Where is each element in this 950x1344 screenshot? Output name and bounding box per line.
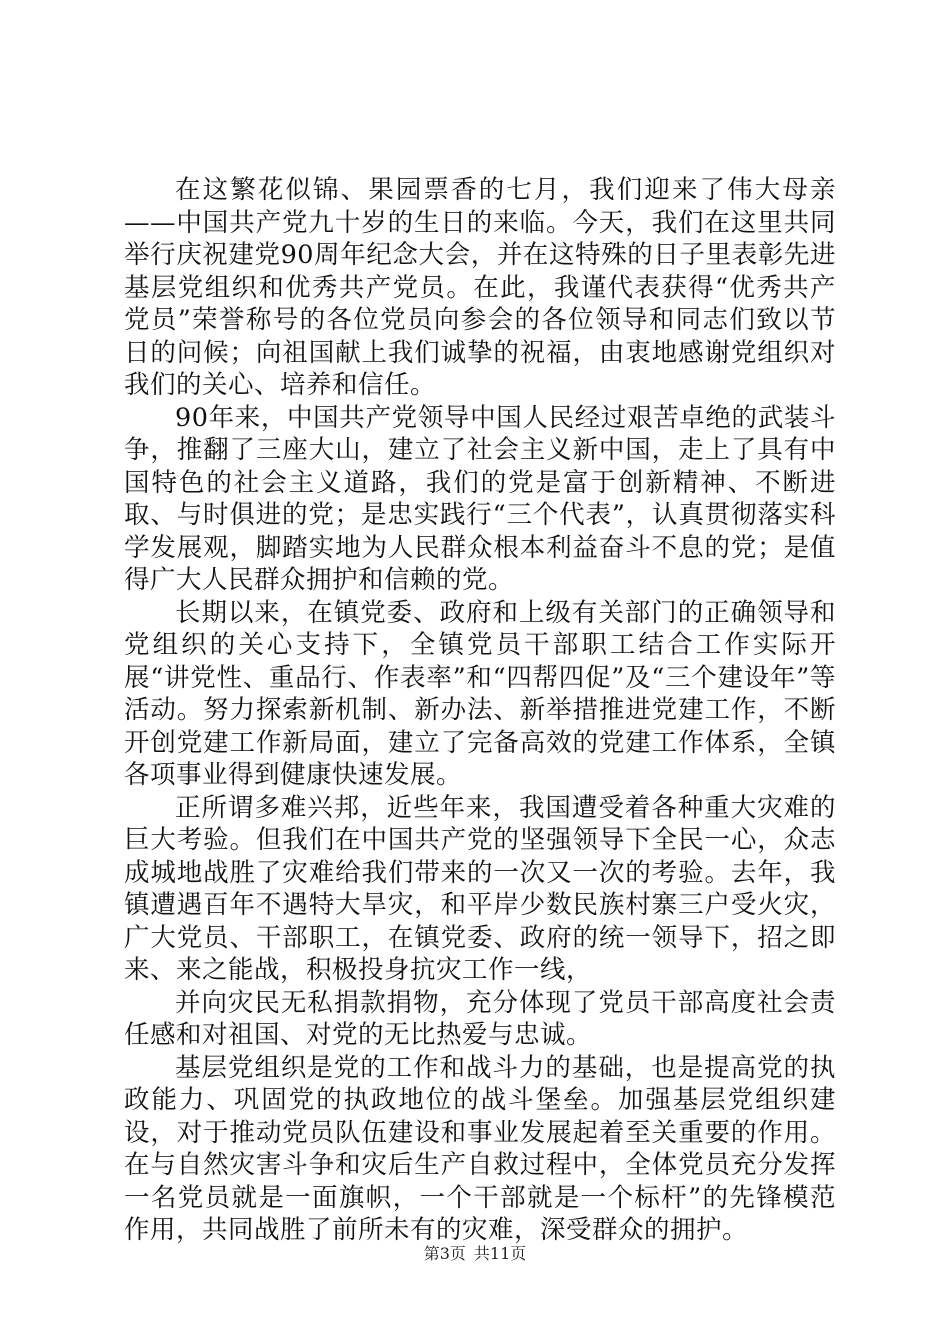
paragraph: 正所谓多难兴邦，近些年来，我国遭受着各种重大灾难的巨大考验。但我们在中国共产党的坚强领导下全民一心，众志成城地战胜了灾难给我们带来的一次又一次的考验。去年，我镇遭遇百年不遇特大旱灾，和平岸少数民族村寨三户受火灾，广大党员、干部职工，在镇党委、政府的统一领导下，招之即来、来之能战，积极投身抗灾工作一线，: [124, 792, 836, 985]
paragraph: 并向灾民无私捐款捐物，充分体现了党员干部高度社会责任感和对祖国、对党的无比热爱与忠诚。: [124, 987, 836, 1050]
page-number: 第3页: [423, 1244, 466, 1263]
paragraph: 在这繁花似锦、果园票香的七月，我们迎来了伟大母亲——中国共产党九十岁的生日的来临。今天，我们在这里共同举行庆祝建党90周年纪念大会，并在这特殊的日子里表彰先进基层党组织和优秀共产党员。在此，我谨代表获得“优秀共产党员”荣誉称号的各位党员向参会的各位领导和同志们致以节日的问候；向祖国献上我们诚挚的祝福，由衷地感谢党组织对我们的关心、培养和信任。: [124, 175, 836, 400]
document-body: [124, 174, 836, 1247]
paragraph: 长期以来，在镇党委、政府和上级有关部门的正确领导和党组织的关心支持下，全镇党员干部职工结合工作实际开展“讲党性、重品行、作表率”和“四帮四促”及“三个建设年”等活动。努力探索新机制、新办法、新举措推进党建工作，不断开创党建工作新局面，建立了完备高效的党建工作体系，全镇各项事业得到健康快速发展。: [124, 597, 836, 790]
total-pages: 共11页: [473, 1244, 527, 1263]
paragraph: 基层党组织是党的工作和战斗力的基础，也是提高党的执政能力、巩固党的执政地位的战斗堡垒。加强基层党组织建设，对于推动党员队伍建设和事业发展起着至关重要的作用。在与自然灾害斗争和灾后生产自救过程中，全体党员充分发挥一名党员就是一面旗帜，一个干部就是一个标杆”的先锋模范作用，共同战胜了前所未有的灾难，深受群众的拥护。: [124, 1052, 836, 1245]
page-footer: [0, 1242, 950, 1266]
paragraph: 90年来，中国共产党领导中国人民经过艰苦卓绝的武装斗争，推翻了三座大山，建立了社会主义新中国，走上了具有中国特色的社会主义道路，我们的党是富于创新精神、不断进取、与时俱进的党；是忠实践行“三个代表”，认真贯彻落实科学发展观，脚踏实地为人民群众根本利益奋斗不息的党；是值得广大人民群众拥护和信赖的党。: [124, 402, 836, 595]
